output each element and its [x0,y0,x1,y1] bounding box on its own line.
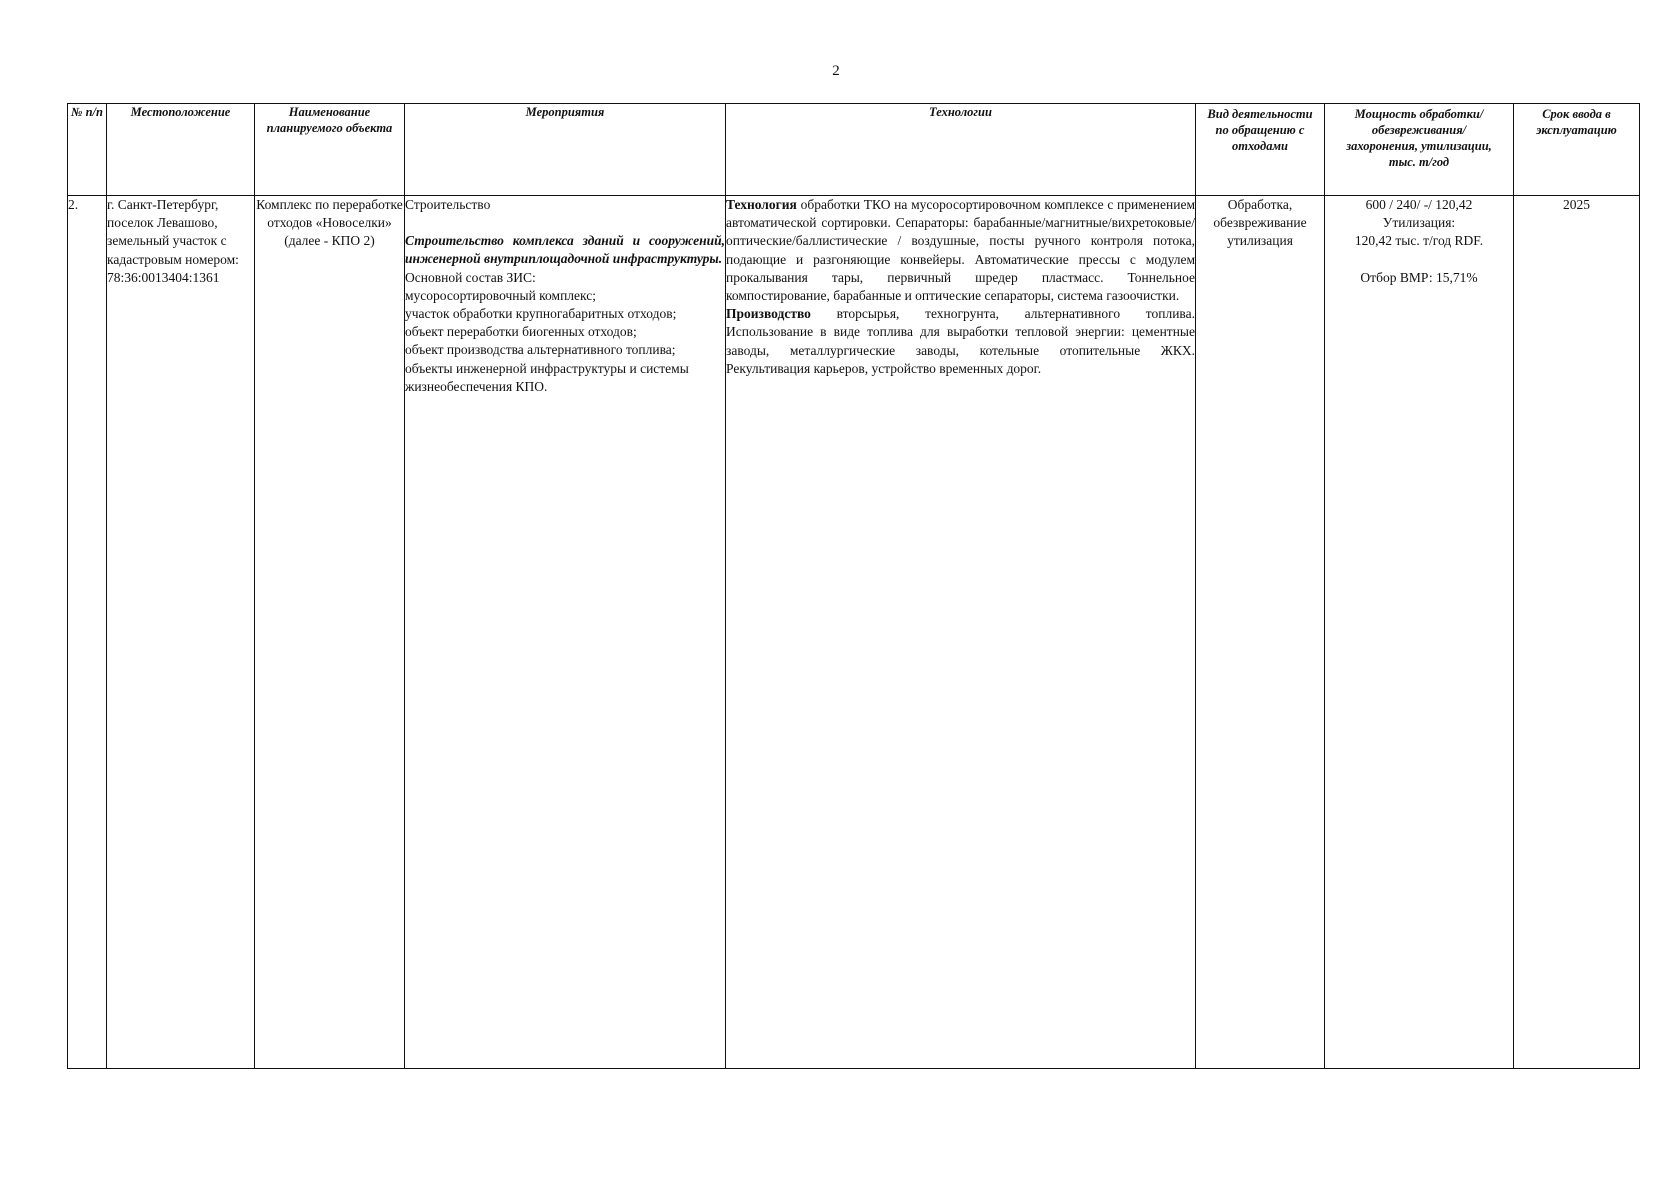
cell-capacity [1325,196,1514,1069]
table-header-row [68,104,1640,196]
cell-activities [405,196,726,1069]
activities-item: участок обработки крупногабаритных отходов; [405,306,677,322]
activities-intro: Строительство [405,197,491,212]
technologies-paragraph-2 [726,305,1195,378]
capacity-values: 600 / 240/ -/ 120,42 [1365,197,1473,212]
header-commissioning: Срок ввода в эксплуатацию [1514,104,1640,196]
activities-item: объекты инженерной инфраструктуры и системы жизнеобеспечения КПО. [405,360,689,394]
header-capacity: Мощность обработки/ обезвреживания/ захоронения, утилизации, тыс. т/год [1325,104,1514,196]
page-number: 2 [832,63,840,79]
technologies-p1-bold: Технология [726,197,797,212]
header-num: № п/п [68,104,107,196]
cell-activity-type: Обработка, обезвреживание утилизация [1196,196,1325,1069]
technologies-p2-bold: Производство [726,306,811,322]
capacity-rdf: 120,42 тыс. т/год RDF. [1354,233,1484,249]
capacity-recyclables: Отбор ВМР: 15,71% [1360,269,1478,285]
technologies-p2-text: вторсырья, техногрунта, альтернативного топлива. Использование в виде топлива для выработки тепловой энергии: цементные заводы, металлургические заводы, котельные отопительные ЖКХ. Рекультивация карьеров, устройство временных дорог. [726,306,1195,376]
technologies-p1-text: обработки ТКО на мусоросортировочном комплексе с применением автоматической сортировки. Сепараторы: барабанные/магнитные/вихретоковые/оптические/баллистические / воздушные, посты ручного контроля потока, подающие и разгоняющие конвейеры. Автоматические прессы с модулем прокалывания тары, первичный шредер пластмасс. Тоннельное компостирование, барабанные и оптические сепараторы, система газоочистки. [726,197,1195,304]
table-row [68,196,1640,1069]
cell-object-name: Комплекс по переработке отходов «Новоселки» (далее - КПО 2) [255,196,405,1069]
header-technologies: Технологии [726,104,1196,196]
activities-item: объект переработки биогенных отходов; [405,324,637,340]
header-location: Местоположение [107,104,255,196]
technologies-paragraph-1 [726,196,1195,305]
activities-heading: Строительство комплекса зданий и сооружений, инженерной внутриплощадочной инфраструктуры. [405,233,725,267]
cell-technologies [726,196,1196,1069]
cell-num: 2. [68,196,107,1069]
header-object-name: Наименование планируемого объекта [255,104,405,196]
facility-table [67,103,1640,1069]
activities-item: мусоросортировочный комплекс; [405,287,597,303]
activities-item: объект производства альтернативного топлива; [405,342,676,358]
cell-commissioning: 2025 [1514,196,1640,1069]
cell-location: г. Санкт-Петербург, поселок Левашово, земельный участок с кадастровым номером: 78:36:0013404:1361 [107,196,255,1069]
header-activities: Мероприятия [405,104,726,196]
header-activity-type: Вид деятельности по обращению с отходами [1196,104,1325,196]
activities-composition-title: Основной состав ЗИС: [405,269,536,285]
capacity-utilization-label: Утилизация: [1382,215,1456,231]
